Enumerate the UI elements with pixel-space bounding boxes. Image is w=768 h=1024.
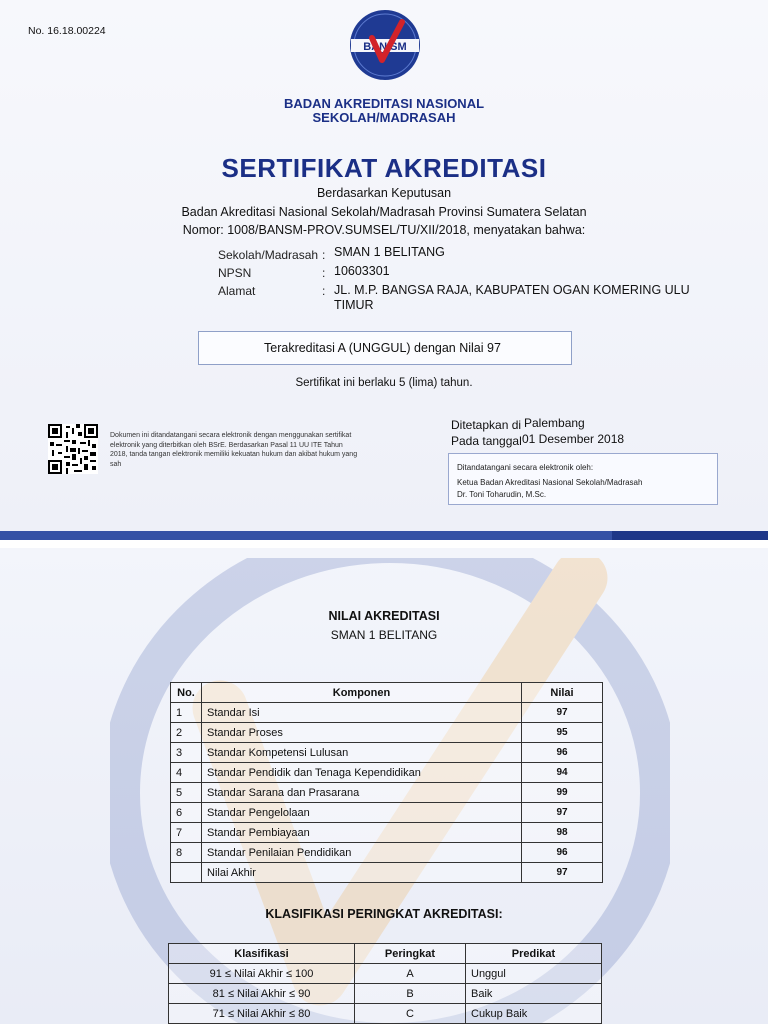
score-row-component: Standar Proses — [202, 723, 522, 743]
score-row-value: 96 — [522, 743, 603, 763]
address-label: Alamat — [218, 284, 256, 298]
score-row-value: 98 — [522, 823, 603, 843]
address-value-line2: TIMUR — [334, 298, 374, 312]
school-label: Sekolah/Madrasah — [218, 248, 319, 262]
score-row-no: 5 — [171, 783, 202, 803]
classification-predicate: Baik — [466, 984, 602, 1004]
score-row-no: 1 — [171, 703, 202, 723]
npsn-separator: : — [322, 266, 326, 280]
bottom-stripe-accent — [612, 531, 768, 540]
accreditation-result-box — [198, 331, 572, 365]
score-row-no: 6 — [171, 803, 202, 823]
score-row — [171, 843, 603, 863]
score-row — [171, 823, 603, 843]
signer-name: Dr. Toni Toharudin, M.Sc. — [457, 490, 547, 499]
classification-range: 71 ≤ Nilai Akhir ≤ 80 — [169, 1004, 355, 1024]
signer-title: Ketua Badan Akreditasi Nasional Sekolah/Madrasah — [457, 478, 643, 487]
header-predicate: Predikat — [466, 944, 602, 964]
classification-row — [169, 984, 602, 1004]
score-row-component: Standar Isi — [202, 703, 522, 723]
classification-header-row — [169, 944, 602, 964]
classification-predicate: Unggul — [466, 964, 602, 984]
accreditation-result: Terakreditasi A (UNGGUL) dengan Nilai 97 — [264, 341, 501, 355]
electronic-signature-note: Dokumen ini ditandatangani secara elektronik dengan menggunakan sertifikat elektronik yang diterbitkan oleh BSrE. Berdasarkan Pasal 11 UU ITE Tahun 2018, tanda tangan elektronik memiliki kekuatan hukum dan akibat hukum yang sah — [110, 432, 358, 468]
scores-school: SMAN 1 BELITANG — [330, 628, 438, 642]
set-date-label: Pada tanggal — [451, 434, 522, 448]
score-row-value: 97 — [522, 863, 603, 883]
score-row-component: Standar Pendidik dan Tenaga Kependidikan — [202, 763, 522, 783]
logo-text: BAN SM — [363, 41, 407, 53]
header-component: Komponen — [202, 683, 522, 703]
basis-line2: Badan Akreditasi Nasional Sekolah/Madrasah Provinsi Sumatera Selatan — [181, 205, 587, 219]
score-row-value: 96 — [522, 843, 603, 863]
classification-row — [169, 1004, 602, 1024]
agency-name — [0, 97, 768, 125]
score-row — [171, 803, 603, 823]
score-row — [171, 863, 603, 883]
certificate-number: No. 16.18.00224 — [28, 25, 106, 37]
header-classification: Klasifikasi — [169, 944, 355, 964]
agency-name-line1: BADAN AKREDITASI NASIONAL — [283, 96, 485, 111]
score-row-value: 95 — [522, 723, 603, 743]
score-row-no — [171, 863, 202, 883]
classification-rank: B — [355, 984, 466, 1004]
score-row-component: Standar Pembiayaan — [202, 823, 522, 843]
scores-title: NILAI AKREDITASI — [328, 609, 440, 623]
classification-rank: C — [355, 1004, 466, 1024]
score-row-component: Standar Pengelolaan — [202, 803, 522, 823]
score-row-value: 94 — [522, 763, 603, 783]
score-row-component: Standar Kompetensi Lulusan — [202, 743, 522, 763]
score-row-no: 8 — [171, 843, 202, 863]
classification-row — [169, 964, 602, 984]
classification-range: 91 ≤ Nilai Akhir ≤ 100 — [169, 964, 355, 984]
basis-line1: Berdasarkan Keputusan — [316, 186, 452, 200]
score-row-value: 97 — [522, 703, 603, 723]
classification-rank: A — [355, 964, 466, 984]
header-rank: Peringkat — [355, 944, 466, 964]
validity-text: Sertifikat ini berlaku 5 (lima) tahun. — [295, 377, 473, 389]
address-value-line1: JL. M.P. BANGSA RAJA, KABUPATEN OGAN KOMERING ULU — [334, 283, 690, 297]
basis-line3: Nomor: 1008/BANSM-PROV.SUMSEL/TU/XII/2018, menyatakan bahwa: — [182, 223, 586, 237]
score-row-component: Nilai Akhir — [202, 863, 522, 883]
classification-range: 81 ≤ Nilai Akhir ≤ 90 — [169, 984, 355, 1004]
scores-table — [170, 682, 603, 883]
scores-header-row — [171, 683, 603, 703]
header-score: Nilai — [522, 683, 603, 703]
score-row-no: 7 — [171, 823, 202, 843]
classification-title: KLASIFIKASI PERINGKAT AKREDITASI: — [265, 907, 503, 921]
qr-code-icon — [48, 424, 98, 474]
classification-predicate: Cukup Baik — [466, 1004, 602, 1024]
npsn-label: NPSN — [218, 266, 252, 280]
certificate-title: SERTIFIKAT AKREDITASI — [221, 153, 547, 183]
agency-name-line2: SEKOLAH/MADRASAH — [312, 110, 456, 125]
set-date-value: 01 Desember 2018 — [522, 432, 625, 446]
score-row-value: 97 — [522, 803, 603, 823]
score-row-no: 2 — [171, 723, 202, 743]
bansm-logo — [348, 8, 422, 82]
score-row-no: 4 — [171, 763, 202, 783]
score-row — [171, 783, 603, 803]
address-separator: : — [322, 284, 326, 298]
signature-box — [448, 453, 718, 505]
score-row — [171, 703, 603, 723]
score-row — [171, 763, 603, 783]
npsn-value: 10603301 — [334, 264, 390, 278]
score-row — [171, 723, 603, 743]
school-separator: : — [322, 248, 326, 262]
score-row-component: Standar Penilaian Pendidikan — [202, 843, 522, 863]
set-place-value: Palembang — [524, 416, 585, 430]
score-row-no: 3 — [171, 743, 202, 763]
school-value: SMAN 1 BELITANG — [334, 245, 445, 259]
signed-by-label: Ditandatangani secara elektronik oleh: — [457, 463, 594, 472]
score-row-value: 99 — [522, 783, 603, 803]
header-no: No. — [171, 683, 202, 703]
set-place-label: Ditetapkan di — [451, 418, 522, 432]
classification-table — [168, 943, 602, 1024]
score-row — [171, 743, 603, 763]
score-row-component: Standar Sarana dan Prasarana — [202, 783, 522, 803]
